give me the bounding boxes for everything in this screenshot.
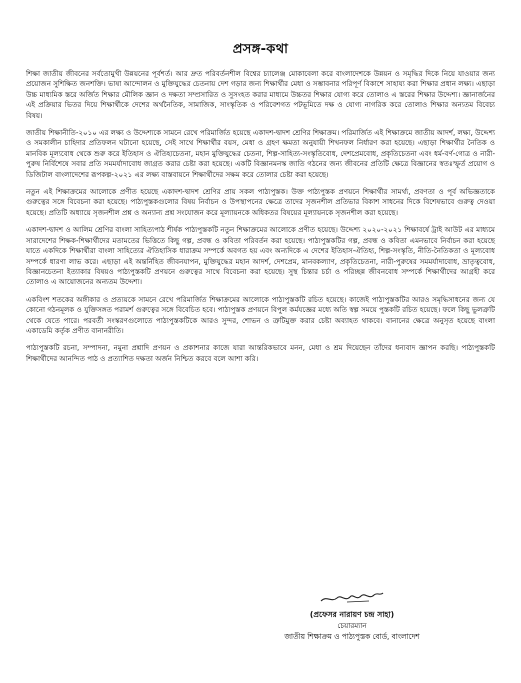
paragraph-4: একাদশ-দ্বাদশ ও আলিম শ্রেণির বাংলা সাহিত্যপাঠ শীর্ষক পাঠ্যপুস্তকটি নতুন শিক্ষাক্রমের আলোকে প্রণীত হয়েছে। উদ্দেশ্য ২০২০-২০২১ শিক্ষাবর্ষে ট্রাই আউট এর মাধ্যমে সারাদেশের শিক্ষক-শিক্ষার্থীদের মতামতের ভিত্তিতে কিছু গল্প, প্রবন্ধ ও কবিতা পরিবর্তন করা হয়েছে। পাঠ্যপুস্তকটির গল্প, প্রবন্ধ ও কবিতা এমনভাবে নির্বাচন করা হয়েছে যাতে একদিকে শিক্ষার্থীরা বাংলা সাহিত্যের ঐতিহাসিক ধারাক্রম সম্পর্কে অবগত হয় এবং অন্যদিকে এ দেশের ইতিহাস-ঐতিহ্য, শিল্প-সংস্কৃতি, নীতি-নৈতিকতা ও মূল্যবোধ সম্পর্কে ধারণা লাভ করে। এছাড়া এই অন্তর্নিহিত জীবনযাপন, মুক্তিযুদ্ধের মহান আদর্শ, দেশপ্রেম, মানবকল্যাণ, প্রকৃতিচেতনা, নারী-পুরুষের সমমর্যাদাবোধ, ভ্রাতৃত্ববোধ, বিজ্ঞানচেতনা ইত্যাকার বিষয়ও পাঠ্যপুস্তকটি প্রণয়নে গুরুত্বের সাথে বিবেচনা করা হয়েছে। সুস্থ চিন্তার চর্চা ও পরিচ্ছন্ন জীবনবোধ সম্পর্কে শিক্ষার্থীদের আগ্রহী করে তোলাও এ আয়োজনের অন্যতম উদ্দেশ্য। [26, 225, 495, 287]
paragraph-2: জাতীয় শিক্ষানীতি-২০১০ এর লক্ষ্য ও উদ্দেশ্যকে সামনে রেখে পরিমার্জিত হয়েছে একাদশ-দ্বাদশ শ্রেণির শিক্ষাক্রম। পরিমার্জিত এই শিক্ষাক্রমে জাতীয় আদর্শ, লক্ষ্য, উদ্দেশ্য ও সমকালীন চাহিদার প্রতিফলন ঘটানো হয়েছে, সেই সাথে শিক্ষার্থীর বয়স, মেধা ও গ্রহণ ক্ষমতা অনুযায়ী শিখনফল নির্ধারণ করা হয়েছে। এছাড়া শিক্ষার্থীর নৈতিক ও মানবিক মূল্যবোধ থেকে শুরু করে ইতিহাস ও ঐতিহ্যচেতনা, মহান মুক্তিযুদ্ধের চেতনা, শিল্প-সাহিত্য-সংস্কৃতিবোধ, দেশপ্রেমবোধ, প্রকৃতিচেতনা এবং ধর্ম-বর্ণ-গোত্র ও নারী-পুরুষ নির্বিশেষে সবার প্রতি সমমর্যাদাবোধ জাগ্রত করার চেষ্টা করা হয়েছে। একটি বিজ্ঞানমনস্ক জাতি গঠনের জন্য জীবনের প্রতিটি ক্ষেত্রে বিজ্ঞানের স্বতঃস্ফূর্ত প্রয়োগ ও ডিজিটাল বাংলাদেশের রূপকল্প-২০২১ এর লক্ষ্য বাস্তবায়নে শিক্ষার্থীদের সক্ষম করে তোলার চেষ্টা করা হয়েছে। [26, 128, 495, 179]
page-title: প্রসঙ্গ-কথা [232, 42, 289, 57]
paragraph-3: নতুন এই শিক্ষাক্রমের আলোকে প্রণীত হয়েছে একাদশ-দ্বাদশ শ্রেণির প্রায় সকল পাঠ্যপুস্তক। উক্ত পাঠ্যপুস্তক প্রণয়নে শিক্ষার্থীর সামর্থ্য, প্রবণতা ও পূর্ব অভিজ্ঞতাকে গুরুত্বের সঙ্গে বিবেচনা করা হয়েছে। পাঠ্যপুস্তকগুলোর বিষয় নির্বাচন ও উপস্থাপনের ক্ষেত্রে তাদের সৃজনশীল প্রতিভার বিকাশ সাধনের দিকে বিশেষভাবে গুরুত্ব দেওয়া হয়েছে। প্রতিটি অধ্যায়ে সৃজনশীল প্রশ্ন ও অন্যান্য প্রশ্ন সংযোজন করে মূল্যায়নকে অধিকতর বিষয়ের মূল্যায়নকে সৃজনশীল করা হয়েছে। [26, 187, 495, 217]
paragraph-6: পাঠ্যপুস্তকটি রচনা, সম্পাদনা, নমুনা প্রশ্নাদি প্রণয়ন ও প্রকাশনার কাজে যারা আন্তরিকভাবে মনন, মেধা ও শ্রম দিয়েছেন তাঁদের ধন্যবাদ জ্ঞাপন করছি। পাঠ্যপুস্তকটি শিক্ষার্থীদের আনন্দিত পাঠ ও প্রত্যাশিত দক্ষতা অর্জন নিশ্চিত করবে বলে আশা করি। [26, 343, 495, 363]
signatory-role: চেয়ারম্যান [337, 621, 367, 630]
handwritten-signature [317, 587, 387, 607]
signatory-name: (প্রফেসর নারায়ণ চন্দ্র সাহা) [309, 610, 395, 619]
paragraph-1: শিক্ষা জাতীয় জীবনের সর্বতোমুখী উন্নয়নের পূর্বশর্ত। আর দ্রুত পরিবর্তনশীল বিশ্বের চ্যালেঞ্জ মোকাবেলা করে বাংলাদেশকে উন্নয়ন ও সমৃদ্ধির দিকে নিয়ে যাওয়ার জন্য প্রয়োজন সুশিক্ষিত জনশক্তি। ভাষা আন্দোলন ও মুক্তিযুদ্ধের চেতনায় দেশ গড়ার জন্য শিক্ষার্থীর মেধা ও সম্ভাবনার পরিপূর্ণ বিকাশে সাহায্য করা শিক্ষার প্রধান লক্ষ্য। এছাড়া উচ্চ মাধ্যমিক স্তরে অর্জিত শিক্ষার মৌলিক জ্ঞান ও দক্ষতা সম্প্রসারিত ও সুসংহত করার মাধ্যমে উচ্চতর শিক্ষার যোগ্য করে তোলাও এ স্তরের শিক্ষার উদ্দেশ্য। জ্ঞানার্জনের এই প্রক্রিয়ার ভিতর দিয়ে শিক্ষার্থীকে দেশের অর্থনৈতিক, সামাজিক, সাংস্কৃতিক ও পরিবেশগত পটভূমিতে দক্ষ ও যোগ্য নাগরিক করে তোলাও শিক্ষার অন্যতম বিবেচ্য বিষয়। [26, 69, 495, 120]
paragraph-5: একবিংশ শতকের অঙ্গীকার ও প্রত্যয়কে সামনে রেখে পরিমার্জিত শিক্ষাক্রমের আলোকে পাঠ্যপুস্তকটি রচিত হয়েছে। কাজেই পাঠ্যপুস্তকটির আরও সমৃদ্ধিসাধনের জন্য যে কোনো গঠনমূলক ও যুক্তিসঙ্গত পরামর্শ গুরুত্বের সঙ্গে বিবেচিত হবে। পাঠ্যপুস্তক প্রণয়নে বিপুল কর্মযজ্ঞের মধ্যে অতি স্বল্প সময়ে পুস্তকটি রচিত হয়েছে। ফলে কিছু ভুলত্রুটি থেকে যেতে পারে। পরবর্তী সংস্করণগুলোতে পাঠ্যপুস্তকটিকে আরও সুন্দর, শোভন ও ত্রুটিমুক্ত করার চেষ্টা অব্যাহত থাকবে। বানানের ক্ষেত্রে অনুসৃত হয়েছে বাংলা একাডেমি কর্তৃক প্রণীত বানানরীতি। [26, 294, 495, 335]
signature-block [227, 587, 477, 642]
signatory-organization: জাতীয় শিক্ষাক্রম ও পাঠ্যপুস্তক বোর্ড, বাংলাদেশ [284, 632, 420, 641]
